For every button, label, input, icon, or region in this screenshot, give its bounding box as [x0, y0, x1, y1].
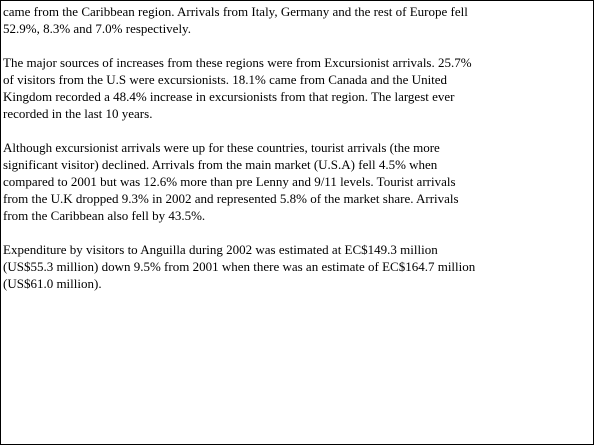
text-line: Expenditure by visitors to Anguilla during 2002 was estimated at EC$149.3 million — [3, 242, 438, 257]
paragraph-1 — [3, 3, 589, 37]
text-line: Kingdom recorded a 48.4% increase in excursionists from that region. The largest ever — [3, 89, 455, 104]
text-line: Although excursionist arrivals were up for these countries, tourist arrivals (the more — [3, 140, 440, 155]
paragraph-3 — [3, 139, 589, 224]
text-line: (US$55.3 million) down 9.5% from 2001 when there was an estimate of EC$164.7 million — [3, 259, 476, 274]
text-line: recorded in the last 10 years. — [3, 106, 153, 121]
document-text — [3, 3, 589, 309]
text-line: from the Caribbean also fell by 43.5%. — [3, 208, 206, 223]
text-line: (US$61.0 million). — [3, 276, 102, 291]
text-line: significant visitor) declined. Arrivals from the main market (U.S.A) fell 4.5% when — [3, 157, 438, 172]
text-line: of visitors from the U.S were excursionists. 18.1% came from Canada and the United — [3, 72, 448, 87]
text-line: came from the Caribbean region. Arrivals from Italy, Germany and the rest of Europe fell — [3, 4, 468, 19]
text-line: The major sources of increases from these regions were from Excursionist arrivals. 25.7% — [3, 55, 472, 70]
text-line: 52.9%, 8.3% and 7.0% respectively. — [3, 21, 191, 36]
paragraph-2 — [3, 54, 589, 122]
text-line: from the U.K dropped 9.3% in 2002 and represented 5.8% of the market share. Arrivals — [3, 191, 459, 206]
paragraph-4 — [3, 241, 589, 292]
text-line: compared to 2001 but was 12.6% more than pre Lenny and 9/11 levels. Tourist arrivals — [3, 174, 456, 189]
